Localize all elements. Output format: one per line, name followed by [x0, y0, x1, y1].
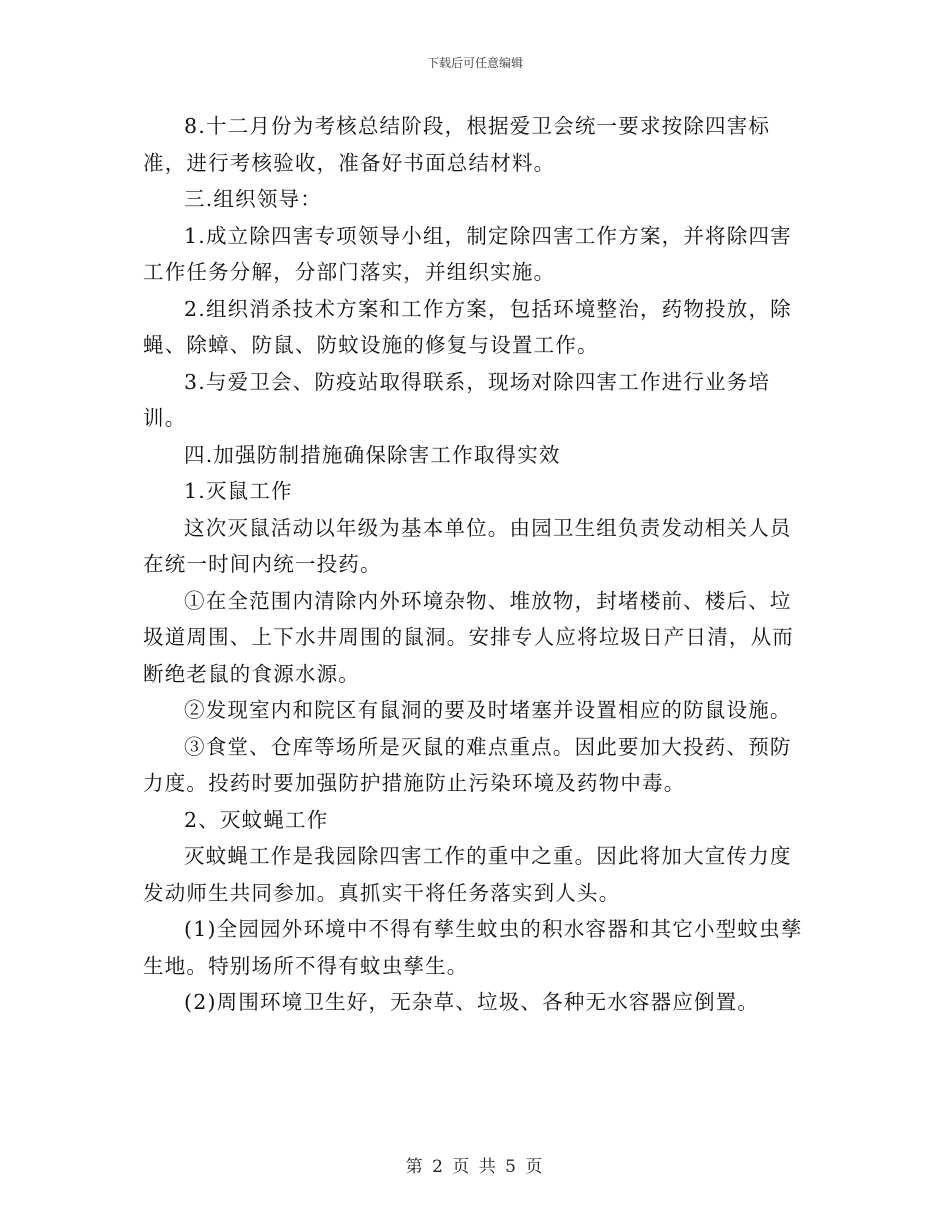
paragraph: (2)周围环境卫生好，无杂草、垃圾、各种无水容器应倒置。 [184, 990, 760, 1014]
subsection-heading: 2、灭蚊蝇工作 [184, 807, 329, 832]
paragraph: 1.成立除四害专项领导小组，制定除四害工作方案，并将除四害工作任务分解，分部门落实，并组织实施。 [143, 223, 792, 284]
paragraph: ③食堂、仓库等场所是灭鼠的难点重点。因此要加大投药、预防力度。投药时要加强防护措施防止污染环境及药物中毒。 [143, 734, 792, 795]
paragraph: ②发现室内和院区有鼠洞的要及时堵塞并设置相应的防鼠设施。 [184, 698, 792, 722]
section-heading: 三.组织领导： [184, 187, 322, 211]
paragraph: 这次灭鼠活动以年级为基本单位。由园卫生组负责发动相关人员在统一时间内统一投药。 [143, 515, 792, 576]
paragraph: 3.与爱卫会、防疫站取得联系，现场对除四害工作进行业务培训。 [143, 369, 771, 430]
page-footer: 第 2 页 共 5 页 [405, 1157, 545, 1177]
section-heading: 四.加强防制措施确保除害工作取得实效 [184, 442, 561, 467]
document-body [143, 108, 813, 1021]
paragraph: 灭蚊蝇工作是我园除四害工作的重中之重。因此将加大宣传力度发动师生共同参加。真抓实干将任务落实到人头。 [143, 844, 792, 905]
paragraph: (1)全园园外环境中不得有孳生蚊虫的积水容器和其它小型蚊虫孳生地。特别场所不得有蚊虫孳生。 [143, 917, 803, 978]
paragraph: 8.十二月份为考核总结阶段，根据爱卫会统一要求按除四害标准，进行考核验收，准备好书面总结材料。 [143, 114, 771, 175]
paragraph: 2.组织消杀技术方案和工作方案，包括环境整治，药物投放，除蝇、除蟑、防鼠、防蚊设施的修复与设置工作。 [143, 296, 792, 357]
page-header: 下载后可任意编辑 [426, 56, 523, 70]
subsection-heading: 1.灭鼠工作 [184, 479, 293, 503]
paragraph: ①在全范围内清除内外环境杂物、堆放物，封堵楼前、楼后、垃圾道周围、上下水井周围的鼠洞。安排专人应将垃圾日产日清，从而断绝老鼠的食源水源。 [143, 588, 794, 686]
